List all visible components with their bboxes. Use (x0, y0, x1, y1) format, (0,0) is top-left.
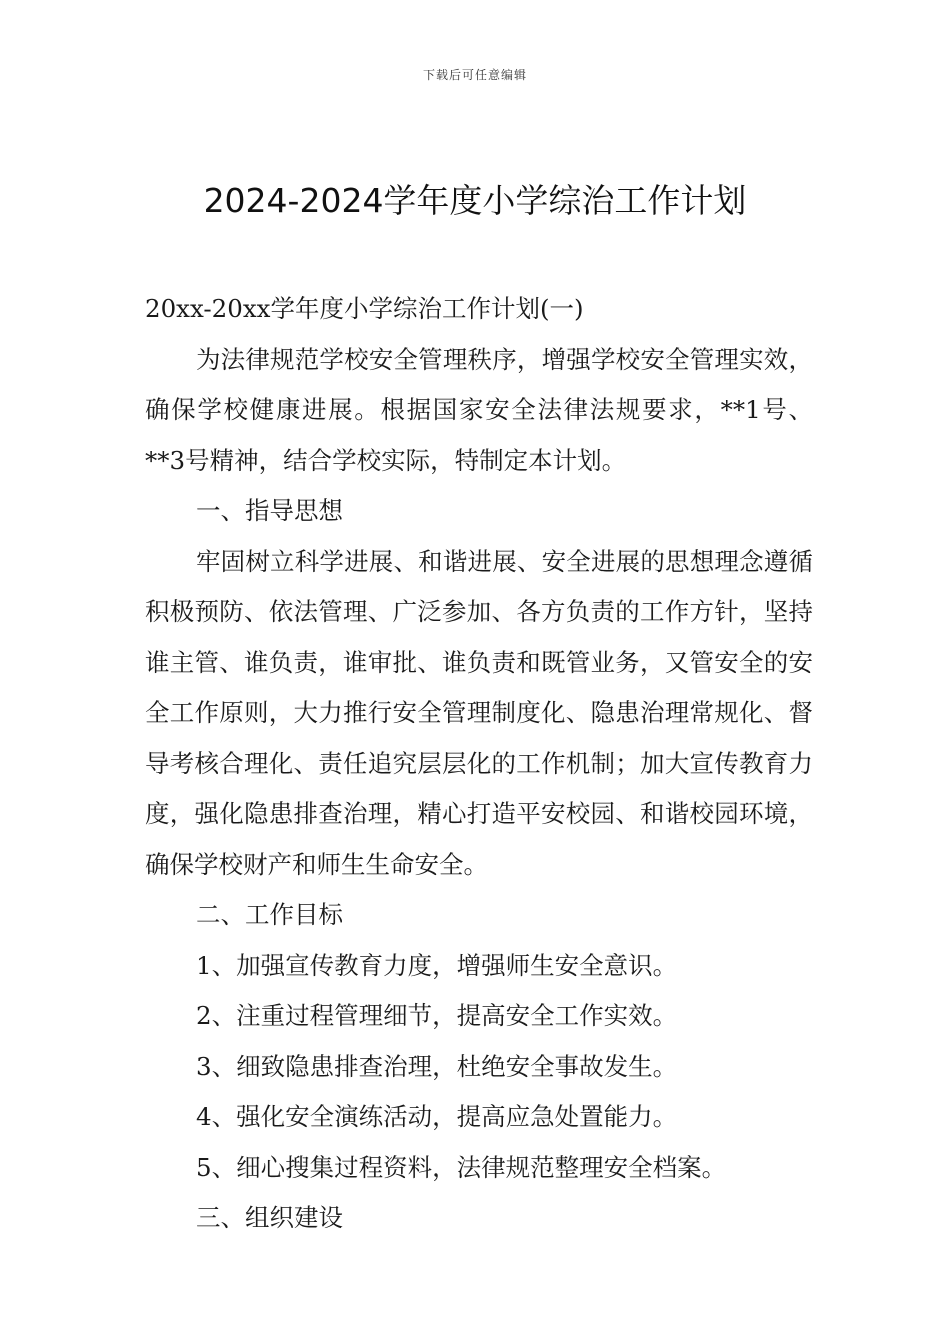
section-heading-guiding-ideology: 一、指导思想 (196, 496, 343, 525)
list-item: 5、细心搜集过程资料，法律规范整理安全档案。 (196, 1152, 727, 1182)
guiding-ideology-paragraph: 牢固树立科学进展、和谐进展、安全进展的思想理念遵循积极预防、依法管理、广泛参加、各方负责的工作方针，坚持谁主管、谁负责，谁审批、谁负责和既管业务，又管安全的安全工作原则，大力推行安全管理制度化、隐患治理常规化、督导考核合理化、责任追究层层化的工作机制；加大宣传教育力度，强化隐患排查治理，精心打造平安校园、和谐校园环境，确保学校财产和师生生命安全。 (145, 546, 813, 879)
header-note: 下载后可任意编辑 (422, 68, 527, 82)
list-item: 3、细致隐患排查治理，杜绝安全事故发生。 (196, 1051, 678, 1081)
list-item: 4、强化安全演练活动，提高应急处置能力。 (196, 1102, 678, 1131)
intro-paragraph: 为法律规范学校安全管理秩序，增强学校安全管理实效，确保学校健康进展。根据国家安全法律法规要求，**1号、**3号精神，结合学校实际，特制定本计划。 (145, 344, 813, 475)
document-body (145, 284, 813, 1244)
list-item: 1、加强宣传教育力度，增强师生安全意识。 (196, 950, 678, 980)
section-heading-work-goals: 二、工作目标 (196, 900, 343, 929)
list-item: 2、注重过程管理细节，提高安全工作实效。 (196, 1001, 678, 1030)
section-heading-organization: 三、组织建设 (196, 1203, 343, 1232)
document-subtitle: 20xx-20xx学年度小学综治工作计划(一) (145, 294, 584, 323)
document-title: 2024-2024学年度小学综治工作计划 (203, 181, 747, 220)
